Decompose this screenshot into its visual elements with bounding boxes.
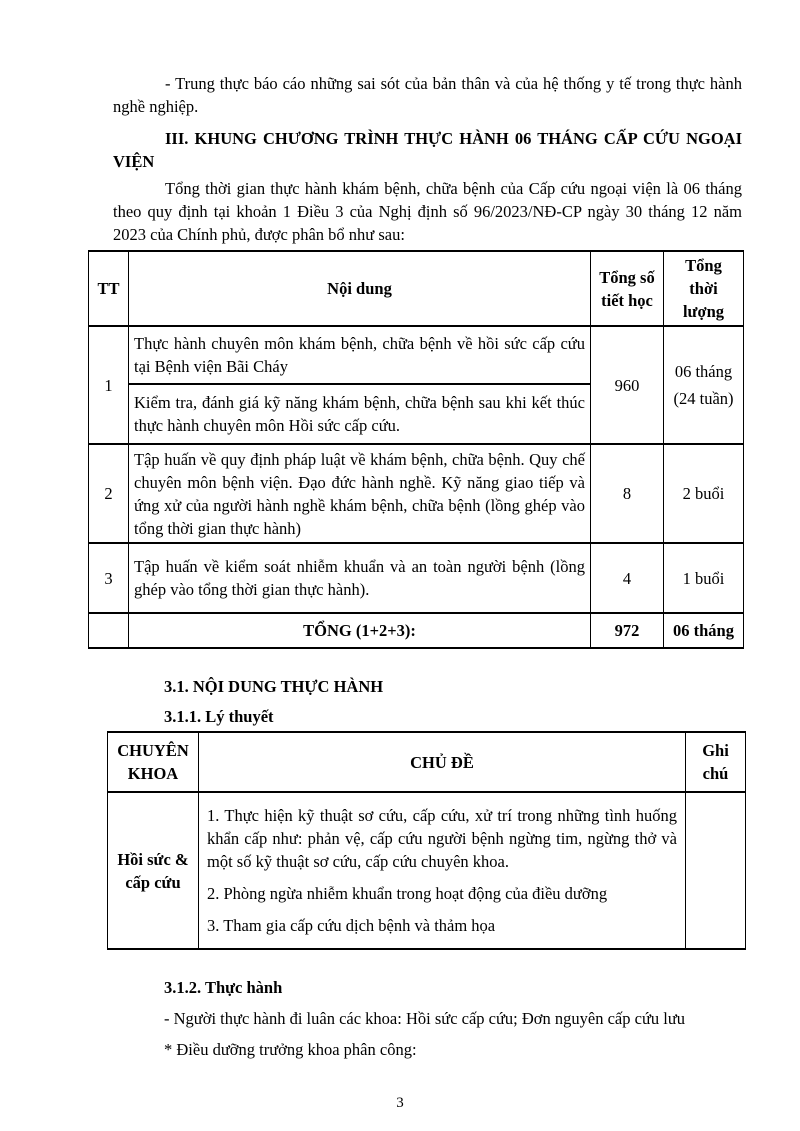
row3-number: 3: [89, 543, 129, 613]
theory-content-table: [107, 731, 746, 950]
total-row: [89, 613, 744, 648]
page-number: 3: [396, 1095, 404, 1111]
rotation-line: - Người thực hành đi luân các khoa: Hồi sức cấp cứu; Đơn nguyên cấp cứu lưu: [164, 1009, 686, 1028]
header-chu-de: CHỦ ĐỀ: [199, 732, 686, 792]
section-311-heading: 3.1.1. Lý thuyết: [164, 707, 274, 726]
table-row: [89, 543, 744, 613]
row1-tiet-hoc: 960: [591, 326, 664, 444]
row1-number: 1: [89, 326, 129, 444]
row1-duration-line1: 06 tháng: [674, 362, 733, 381]
table-row: [89, 444, 744, 543]
row3-tiet-hoc: 4: [591, 543, 664, 613]
total-duration: 06 tháng: [664, 613, 744, 648]
intro-bullet-paragraph: - Trung thực báo cáo những sai sót của bản thân và của hệ thống y tế trong thực hành nghề nghiệp.: [113, 74, 742, 116]
program-duration-table: [88, 250, 744, 649]
note-cell: [686, 792, 746, 949]
row2-duration: 2 buổi: [664, 444, 744, 543]
row2-content: Tập huấn về quy định pháp luật về khám bệnh, chữa bệnh. Quy chế chuyên môn bệnh viện. Đạo đức hành nghề. Kỹ năng giao tiếp và ứng xử của người hành nghề khám bệnh, chữa bệnh (lồng ghép vào tổng thời gian thực hành): [129, 444, 591, 543]
header-noi-dung: Nội dung: [129, 251, 591, 326]
row1-duration: [664, 326, 744, 444]
section-31-heading: 3.1. NỘI DUNG THỰC HÀNH: [164, 677, 384, 696]
total-tt: [89, 613, 129, 648]
topic-item: 1. Thực hiện kỹ thuật sơ cứu, cấp cứu, xử trí trong những tình huống khẩn cấp như: phản vệ, cấp cứu người bệnh ngừng tim, ngừng thở và một số kỹ thuật sơ cứu, cấp cứu chuyên khoa.: [207, 806, 677, 871]
specialty-cell: Hồi sức & cấp cứu: [108, 792, 199, 949]
row1-content-b: Kiểm tra, đánh giá kỹ năng khám bệnh, chữa bệnh sau khi kết thúc thực hành chuyên môn Hồi sức cấp cứu.: [129, 384, 591, 444]
topic-item: 2. Phòng ngừa nhiễm khuẩn trong hoạt động của điều dưỡng: [207, 884, 608, 903]
assignment-line: * Điều dưỡng trưởng khoa phân công:: [164, 1040, 417, 1059]
header-ghi-chu: Ghi chú: [686, 732, 746, 792]
table-row: [89, 326, 744, 384]
topics-cell: [199, 792, 686, 949]
intro-paragraph: Tổng thời gian thực hành khám bệnh, chữa bệnh của Cấp cứu ngoại viện là 06 tháng theo quy định tại khoản 1 Điều 3 của Nghị định số 96/2023/NĐ-CP ngày 30 tháng 12 năm 2023 của Chính phủ, được phân bổ như sau:: [113, 179, 742, 244]
total-label: TỔNG (1+2+3):: [129, 613, 591, 648]
total-tiet-hoc: 972: [591, 613, 664, 648]
theory-table-header-row: [108, 732, 746, 792]
header-tong-thoi-luong: Tổng thời lượng: [664, 251, 744, 326]
header-chuyen-khoa: CHUYÊN KHOA: [108, 732, 199, 792]
row1-content-a: Thực hành chuyên môn khám bệnh, chữa bệnh về hồi sức cấp cứu tại Bệnh viện Bãi Cháy: [129, 326, 591, 384]
topic-item: 3. Tham gia cấp cứu dịch bệnh và thảm họa: [207, 916, 496, 935]
row3-duration: 1 buổi: [664, 543, 744, 613]
row2-number: 2: [89, 444, 129, 543]
theory-table-body-row: [108, 792, 746, 949]
program-table-header-row: [89, 251, 744, 326]
section-312-heading: 3.1.2. Thực hành: [164, 978, 283, 997]
header-tt: TT: [89, 251, 129, 326]
row2-tiet-hoc: 8: [591, 444, 664, 543]
section-iii-heading: III. KHUNG CHƯƠNG TRÌNH THỰC HÀNH 06 THÁNG CẤP CỨU NGOẠI VIỆN: [113, 129, 742, 171]
row1-duration-line2: (24 tuần): [673, 389, 734, 408]
header-tong-so-tiet-hoc: Tổng số tiết học: [591, 251, 664, 326]
row3-content: Tập huấn về kiểm soát nhiễm khuẩn và an toàn người bệnh (lồng ghép vào tổng thời gian thực hành).: [129, 543, 591, 613]
